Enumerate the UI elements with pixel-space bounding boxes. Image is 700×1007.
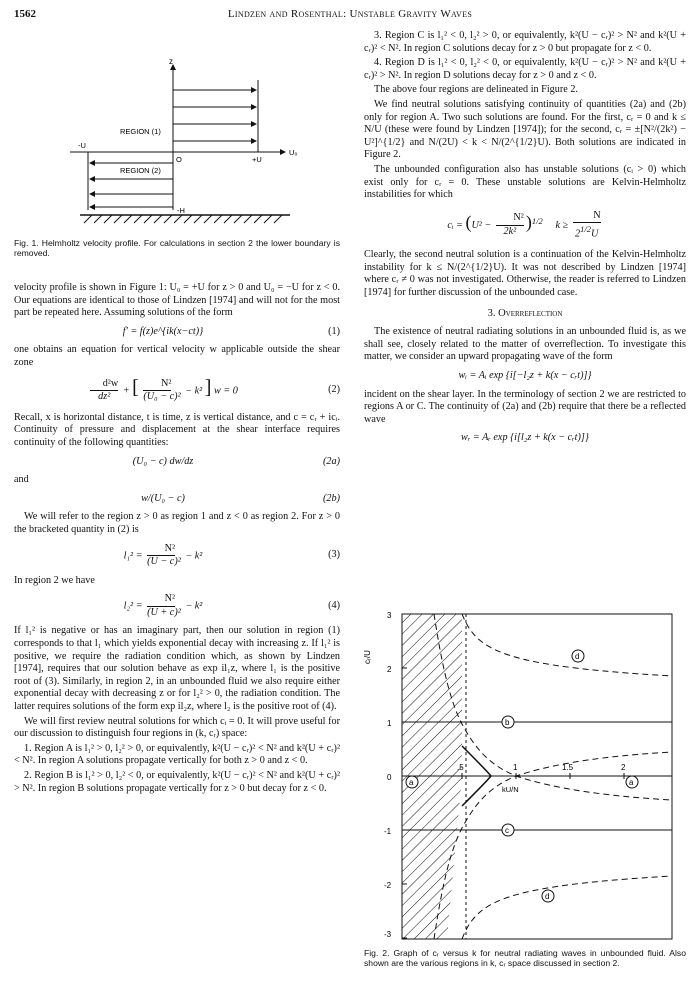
minus-h-label: -H <box>177 206 185 215</box>
y-tick-label: 2 <box>387 665 392 674</box>
left-paragraph: 1. Region A is l₁² > 0, l₂² > 0, or equivalently, k²(U − cᵣ)² < N² and k²(U + cᵣ)² < N². In region A solutions propagate vertically for both z > 0 and z < 0. <box>14 742 340 767</box>
right-paragraph: The above four regions are delineated in Figure 2. <box>374 84 578 96</box>
equation-1-body: f′ = f(z)e^{ik(x−ct)} <box>122 325 204 337</box>
conjunction-and: and <box>14 474 29 486</box>
minus-u-label: -U <box>78 141 86 150</box>
left-paragraph: We will refer to the region z > 0 as region 1 and z < 0 as region 2. For z > 0 the bracketed quantity in (2) is <box>14 511 340 535</box>
equation-3-body: l₁² = $\frac{\text{N²}}{\text{(U − c)²}}$ − k² <box>123 542 203 568</box>
x-tick-label: 1.5 <box>562 763 574 772</box>
reflected-wave-body: wᵣ = Aᵣ exp {i[l₂z + k(x − cᵣt)]} <box>461 432 589 444</box>
left-paragraph: Recall, x is horizontal distance, t is time, z is vertical distance, and c = cᵣ + icᵢ. Continuity of pressure and displacement at the shear interface requires continuity of the following quantities: <box>14 411 340 448</box>
equation-2-number: (2) <box>328 384 340 396</box>
figure-2-caption: Fig. 2. Graph of cᵣ versus k for neutral radiating waves in unbounded fluid. Also shown are the various regions in k, cᵣ space discussed in section 2. <box>364 948 686 969</box>
plus-u-label: +U <box>252 155 262 164</box>
equation-2a-body: (U₀ − c) dw/dz <box>132 455 194 467</box>
region-2-label: REGION (2) <box>120 166 161 175</box>
equation-1-number: (1) <box>328 325 340 337</box>
region-c-label: c <box>505 826 509 835</box>
equation-2a-number: (2a) <box>323 455 340 467</box>
x-tick-label: 2 <box>621 763 626 772</box>
region-1-label: REGION (1) <box>120 127 161 136</box>
y-tick-label: 0 <box>387 773 392 782</box>
equation-4 <box>14 593 340 619</box>
x-tick-label: .5 <box>457 763 464 772</box>
running-title: Lindzen and Rosenthal: Unstable Gravity Waves <box>227 8 473 20</box>
right-paragraph: The existence of neutral radiating solutions in an unbounded fluid is, as we shall see, closely related to the matter of overreflection. To investigate this matter, we consider an upward propagating wave of the form <box>364 326 686 363</box>
origin-label: O <box>176 155 182 164</box>
region-d-label: d <box>575 652 580 661</box>
neutral-solutions-graph <box>362 606 688 946</box>
page-number: 1562 <box>14 8 36 20</box>
incident-wave-body: wᵢ = Aᵢ exp {i[−l₂z + k(x − cᵣt)]} <box>458 370 592 382</box>
right-column <box>364 30 686 451</box>
region-b-label: b <box>505 718 510 727</box>
figure-2 <box>362 606 688 946</box>
left-paragraph: We will first review neutral solutions for which cᵢ = 0. It will prove useful for our discussion to distinguish four regions in (k, cᵣ) space: <box>14 715 340 740</box>
equation-2b-body: w/(U₀ − c) <box>141 492 185 504</box>
left-paragraph: 2. Region B is l₁² > 0, l₂² < 0, or equivalently, k²(U − cᵣ)² < N² and k²(U + cᵣ)² > N². In region B solutions propagate vertically for z > 0 but decay for z < 0. <box>14 770 340 794</box>
right-paragraph: Clearly, the second neutral solution is a continuation of the Kelvin-Helmholtz instability for k ≤ N/(2^{1/2}U). It was not described by Lindzen [1974] where cᵣ ≠ 0 was not investigated. Otherwise, the reader is referred to Lindzen [1974] for further discussion of the unbounded case. <box>364 249 686 299</box>
x-tick-label: 1 <box>513 763 518 772</box>
kh-equation-body: cᵢ = (U² − $\frac{\text{N²}}{\text{2k²}}$ )$^{1/2}$ k ≥ $\frac{N}{2^{1/2}U}$ <box>447 209 601 240</box>
left-paragraph: In region 2 we have <box>14 574 95 586</box>
equation-4-number: (4) <box>328 600 340 612</box>
y-axis-label: cᵣ/U <box>363 650 372 664</box>
equation-2b-number: (2b) <box>323 492 340 504</box>
kh-equation <box>364 210 686 242</box>
y-tick-label: -3 <box>384 930 392 939</box>
equation-2-body: $\frac{\text{d²w}}{\text{dz²}}$ + [ $\frac{\text{N²}}{\text{(U₀ − c)²}}$ − k² ] w = 0 <box>14 378 312 404</box>
equation-3-number: (3) <box>328 549 340 561</box>
right-paragraph: 4. Region D is l₁² < 0, l₂² < 0, or equivalently, k²(U − cᵣ)² > N² and k²(U + cᵣ)² > N². In region D solutions decay for z > 0 and z < 0. <box>364 57 686 81</box>
u0-axis-label: U₀ <box>289 148 298 157</box>
region-a-label: a <box>409 778 414 787</box>
helmholtz-profile-diagram <box>40 55 330 235</box>
right-paragraph: 3. Region C is l₁² < 0, l₂² > 0, or equivalently, k²(U − cᵣ)² > N² and k²(U + cᵣ)² < N². In region C solutions decay for z > 0 but propagate for z < 0. <box>364 30 686 54</box>
region-d-label: d <box>545 892 550 901</box>
y-tick-label: 1 <box>387 719 392 728</box>
right-paragraph: We find neutral solutions satisfying continuity of quantities (2a) and (2b) only for region A. Two such solutions are found. For the first, cᵣ = 0 and k ≤ N/U (these were found by Lindzen [1974]); for the second, cᵣ = ±[N²/(2k²) − U²]^{1/2} and N/(2U) < k < N/(2^{1/2}U). Both solutions are indicated in Figure 2. <box>364 98 686 161</box>
equation-1 <box>14 326 340 339</box>
left-paragraph: velocity profile is shown in Figure 1: U₀ = +U for z > 0 and U₀ = −U for z < 0. Our equations are identical to those of Lindzen [1974] and will not for the most part be repeated here. Assuming solutions of the form <box>14 282 340 319</box>
right-paragraph: The unbounded configuration also has unstable solutions (cᵢ > 0) which exist only for cᵣ = 0. These unstable solutions are Kelvin-Helmholtz instabilities for which <box>364 163 686 201</box>
figure-1 <box>40 55 330 235</box>
equation-3 <box>14 543 340 569</box>
left-column <box>14 282 340 797</box>
equation-2 <box>14 378 340 404</box>
y-tick-label: 3 <box>387 611 392 620</box>
reflected-wave-equation <box>364 432 686 445</box>
region-a-label: a <box>629 778 634 787</box>
page-header <box>14 8 686 26</box>
equation-2b <box>14 493 340 506</box>
k-axis-label: kU/N <box>502 785 519 794</box>
left-paragraph: If l₁² is negative or has an imaginary part, then our solution in region (1) corresponds to that l₁ which yields exponential decay with increasing z. If l₁² is positive, we require the radiation condition which, as shown by Lindzen [1974], requires that our solution behave as exp il₁z, where l₁ is the positive root of (3). Similarly, in region 2, in an unbounded fluid we also require either exponential decay with decreasing z or for l₂² > 0, the radiation condition. The latter requires solutions of the form exp il₂z, where l₂ is the positive root of (4). <box>14 625 340 713</box>
incident-wave-equation <box>364 370 686 383</box>
equation-2a <box>14 456 340 469</box>
z-axis-label: z <box>169 57 173 66</box>
right-paragraph: incident on the shear layer. In the terminology of section 2 we are restricted to regions A or C. The continuity of (2a) and (2b) require that there be a reflected wave <box>364 388 686 425</box>
section-heading: 3. Overreflection <box>487 307 563 319</box>
y-tick-label: -2 <box>384 881 392 890</box>
y-tick-label: -1 <box>384 827 392 836</box>
figure-1-caption: Fig. 1. Helmholtz velocity profile. For calculations in section 2 the lower boundary is removed. <box>14 238 340 259</box>
left-paragraph: one obtains an equation for vertical velocity w applicable outside the shear zone <box>14 344 340 368</box>
equation-4-body: l₂² = $\frac{\text{N²}}{\text{(U + c)²}}$ − k² <box>123 593 203 618</box>
